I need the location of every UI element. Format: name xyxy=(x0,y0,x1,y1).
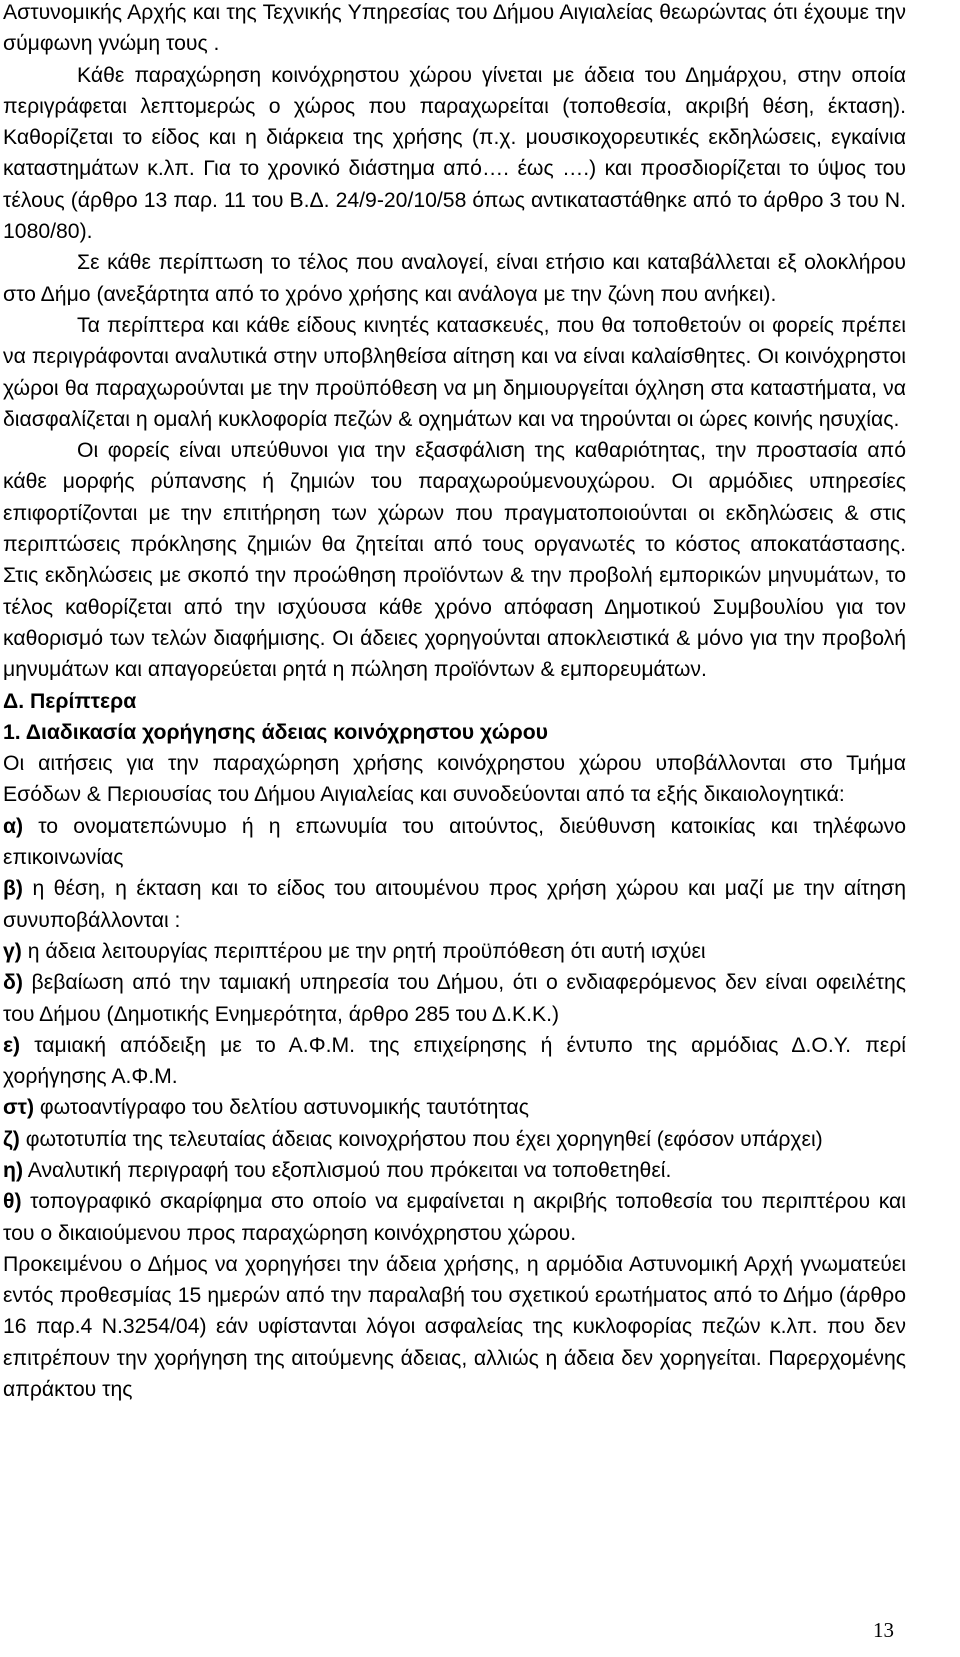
list-item-text: φωτοτυπία της τελευταίας άδειας κοινοχρήστου που έχει χορηγηθεί (εφόσον υπάρχει) xyxy=(19,1127,823,1151)
list-marker: δ) xyxy=(3,971,23,995)
list-item xyxy=(3,811,906,874)
paragraph: Κάθε παραχώρηση κοινόχρηστου χώρου γίνεται με άδεια του Δημάρχου, στην οποία περιγράφεται λεπτομερώς ο χώρος που παραχωρείται (τοποθεσία, ακριβή θέση, έκταση). Καθορίζεται το είδος και η διάρκεια της χρήσης (π.χ. μουσικοχορευτικές εκδηλώσεις, εγκαίνια καταστημάτων κ.λπ. Για το χρονικό διάστημα από…. έως ….) και προσδιορίζεται το ύψος του τέλους (άρθρο 13 παρ. 11 του Β.Δ. 24/9-20/10/58 όπως αντικαταστάθηκε από το άρθρο 3 του Ν. 1080/80). xyxy=(3,63,906,244)
paragraph: Τα περίπτερα και κάθε είδους κινητές κατασκευές, που θα τοποθετούν οι φορείς πρέπει να περιγράφονται αναλυτικά στην υποβληθείσα αίτηση και να είναι καλαίσθητες. Οι κοινόχρηστοι χώροι θα παραχωρούνται με την προϋπόθεση να μη δημιουργείται όχληση στα καταστήματα, να διασφαλίζεται η ομαλή κυκλοφορία πεζών & οχημάτων και να τηρούνται οι ώρες κοινής ησυχίας. xyxy=(3,313,906,431)
list-item xyxy=(3,936,906,967)
list-item-text: η θέση, η έκταση και το είδος του αιτουμένου προς χρήση χώρου και μαζί με την αίτηση συνυποβάλλονται : xyxy=(3,877,906,932)
list-marker: β) xyxy=(3,877,23,901)
list-item-text: η άδεια λειτουργίας περιπτέρου με την ρητή προϋπόθεση ότι αυτή ισχύει xyxy=(21,939,706,963)
page-number: 13 xyxy=(873,1618,894,1642)
list-item-text: βεβαίωση από την ταμιακή υπηρεσία του Δήμου, ότι ο ενδιαφερόμενος δεν είναι οφειλέτης του Δήμου (Δημοτικής Ενημερότητα, άρθρο 285 του Δ.Κ.Κ.) xyxy=(3,971,906,1026)
list-item xyxy=(3,967,906,1030)
list-item xyxy=(3,1155,906,1186)
closing-paragraph: Προκειμένου ο Δήμος να χορηγήσει την άδεια χρήσης, η αρμόδια Αστυνομική Αρχή γνωματεύει εντός προθεσμίας 15 ημερών από την παραλαβή του σχετικού ερωτήματος από το Δήμο (άρθρο 16 παρ.4 Ν.3254/04) εάν υφίστανται λόγοι ασφαλείας της κυκλοφορίας πεζών κ.λπ. που δεν επιτρέπουν την χορήγηση της αιτούμενης άδειας, αλλιώς η άδεια δεν χορηγείται. Παρερχομένης απράκτου της xyxy=(3,1252,906,1402)
intro-paragraph: Οι αιτήσεις για την παραχώρηση χρήσης κοινόχρηστου χώρου υποβάλλονται στο Τμήμα Εσόδων & Περιουσίας του Δήμου Αιγιαλείας και συνοδεύονται από τα εξής δικαιολογητικά: xyxy=(3,752,906,807)
list-item-text: τοπογραφικό σκαρίφημα στο οποίο να εμφαίνεται η ακριβής τοποθεσία του περιπτέρου και του ο δικαιούμενου προς παραχώρηση κοινόχρηστου χώρου. xyxy=(3,1190,906,1245)
body-text xyxy=(3,0,906,1405)
list-item-text: φωτοαντίγραφο του δελτίου αστυνομικής ταυτότητας xyxy=(34,1096,529,1120)
list-marker: η) xyxy=(3,1158,23,1182)
list-item xyxy=(3,1030,906,1093)
list-item xyxy=(3,1124,906,1155)
list-marker: θ) xyxy=(3,1190,22,1214)
list-marker: ε) xyxy=(3,1033,21,1057)
list-marker: ζ) xyxy=(3,1127,20,1151)
paragraph: Οι φορείς είναι υπεύθυνοι για την εξασφάλιση της καθαριότητας, την προστασία από κάθε μορφής ρύπανσης ή ζημιών του παραχωρούμενουχώρου. Οι αρμόδιες υπηρεσίες επιφορτίζονται με την επιτήρηση των χώρων που πραγματοποιούνται οι εκδηλώσεις & στις περιπτώσεις πρόκλησης ζημιών θα ζητείται από τους οργανωτές το κόστος αποκατάστασης. Στις εκδηλώσεις με σκοπό την προώθηση προϊόντων & την προβολή εμπορικών μηνυμάτων, το τέλος καθορίζεται από την ισχύουσα κάθε χρόνο απόφαση Δημοτικού Συμβουλίου για τον καθορισμό των τελών διαφήμισης. Οι άδειες χορηγούνται αποκλειστικά & μόνο για την προβολή μηνυμάτων και απαγορεύεται ρητά η πώληση προϊόντων & εμπορευμάτων. xyxy=(3,439,906,682)
subsection-heading: 1. Διαδικασία χορήγησης άδειας κοινόχρηστου χώρου xyxy=(3,720,549,744)
list-item-text: ταμιακή απόδειξη με το Α.Φ.Μ. της επιχείρησης ή έντυπο της αρμόδιας Δ.Ο.Υ. περί χορήγησης Α.Φ.Μ. xyxy=(3,1033,906,1089)
section-heading: Δ. Περίπτερα xyxy=(3,689,137,713)
list-item xyxy=(3,873,906,936)
list-item-text: το ονοματεπώνυμο ή η επωνυμία του αιτούντος, διεύθυνση κατοικίας και τηλέφωνο επικοινωνίας xyxy=(3,814,906,870)
paragraph: Σε κάθε περίπτωση το τέλος που αναλογεί, είναι ετήσιο και καταβάλλεται εξ ολοκλήρου στο Δήμο (ανεξάρτητα από το χρόνο χρήσης και ανάλογα με την ζώνη που ανήκει). xyxy=(3,251,906,306)
list-item xyxy=(3,1186,906,1249)
list-marker: α) xyxy=(3,814,24,838)
list-item xyxy=(3,1092,906,1123)
list-item-text: Αναλυτική περιγραφή του εξοπλισμού που πρόκειται να τοποθετηθεί. xyxy=(23,1158,672,1182)
list-marker: γ) xyxy=(3,939,22,963)
list-marker: στ) xyxy=(3,1096,35,1120)
paragraph: Αστυνομικής Αρχής και της Τεχνικής Υπηρεσίας του Δήμου Αιγιαλείας θεωρώντας ότι έχουμε την σύμφωνη γνώμη τους . xyxy=(3,1,906,56)
